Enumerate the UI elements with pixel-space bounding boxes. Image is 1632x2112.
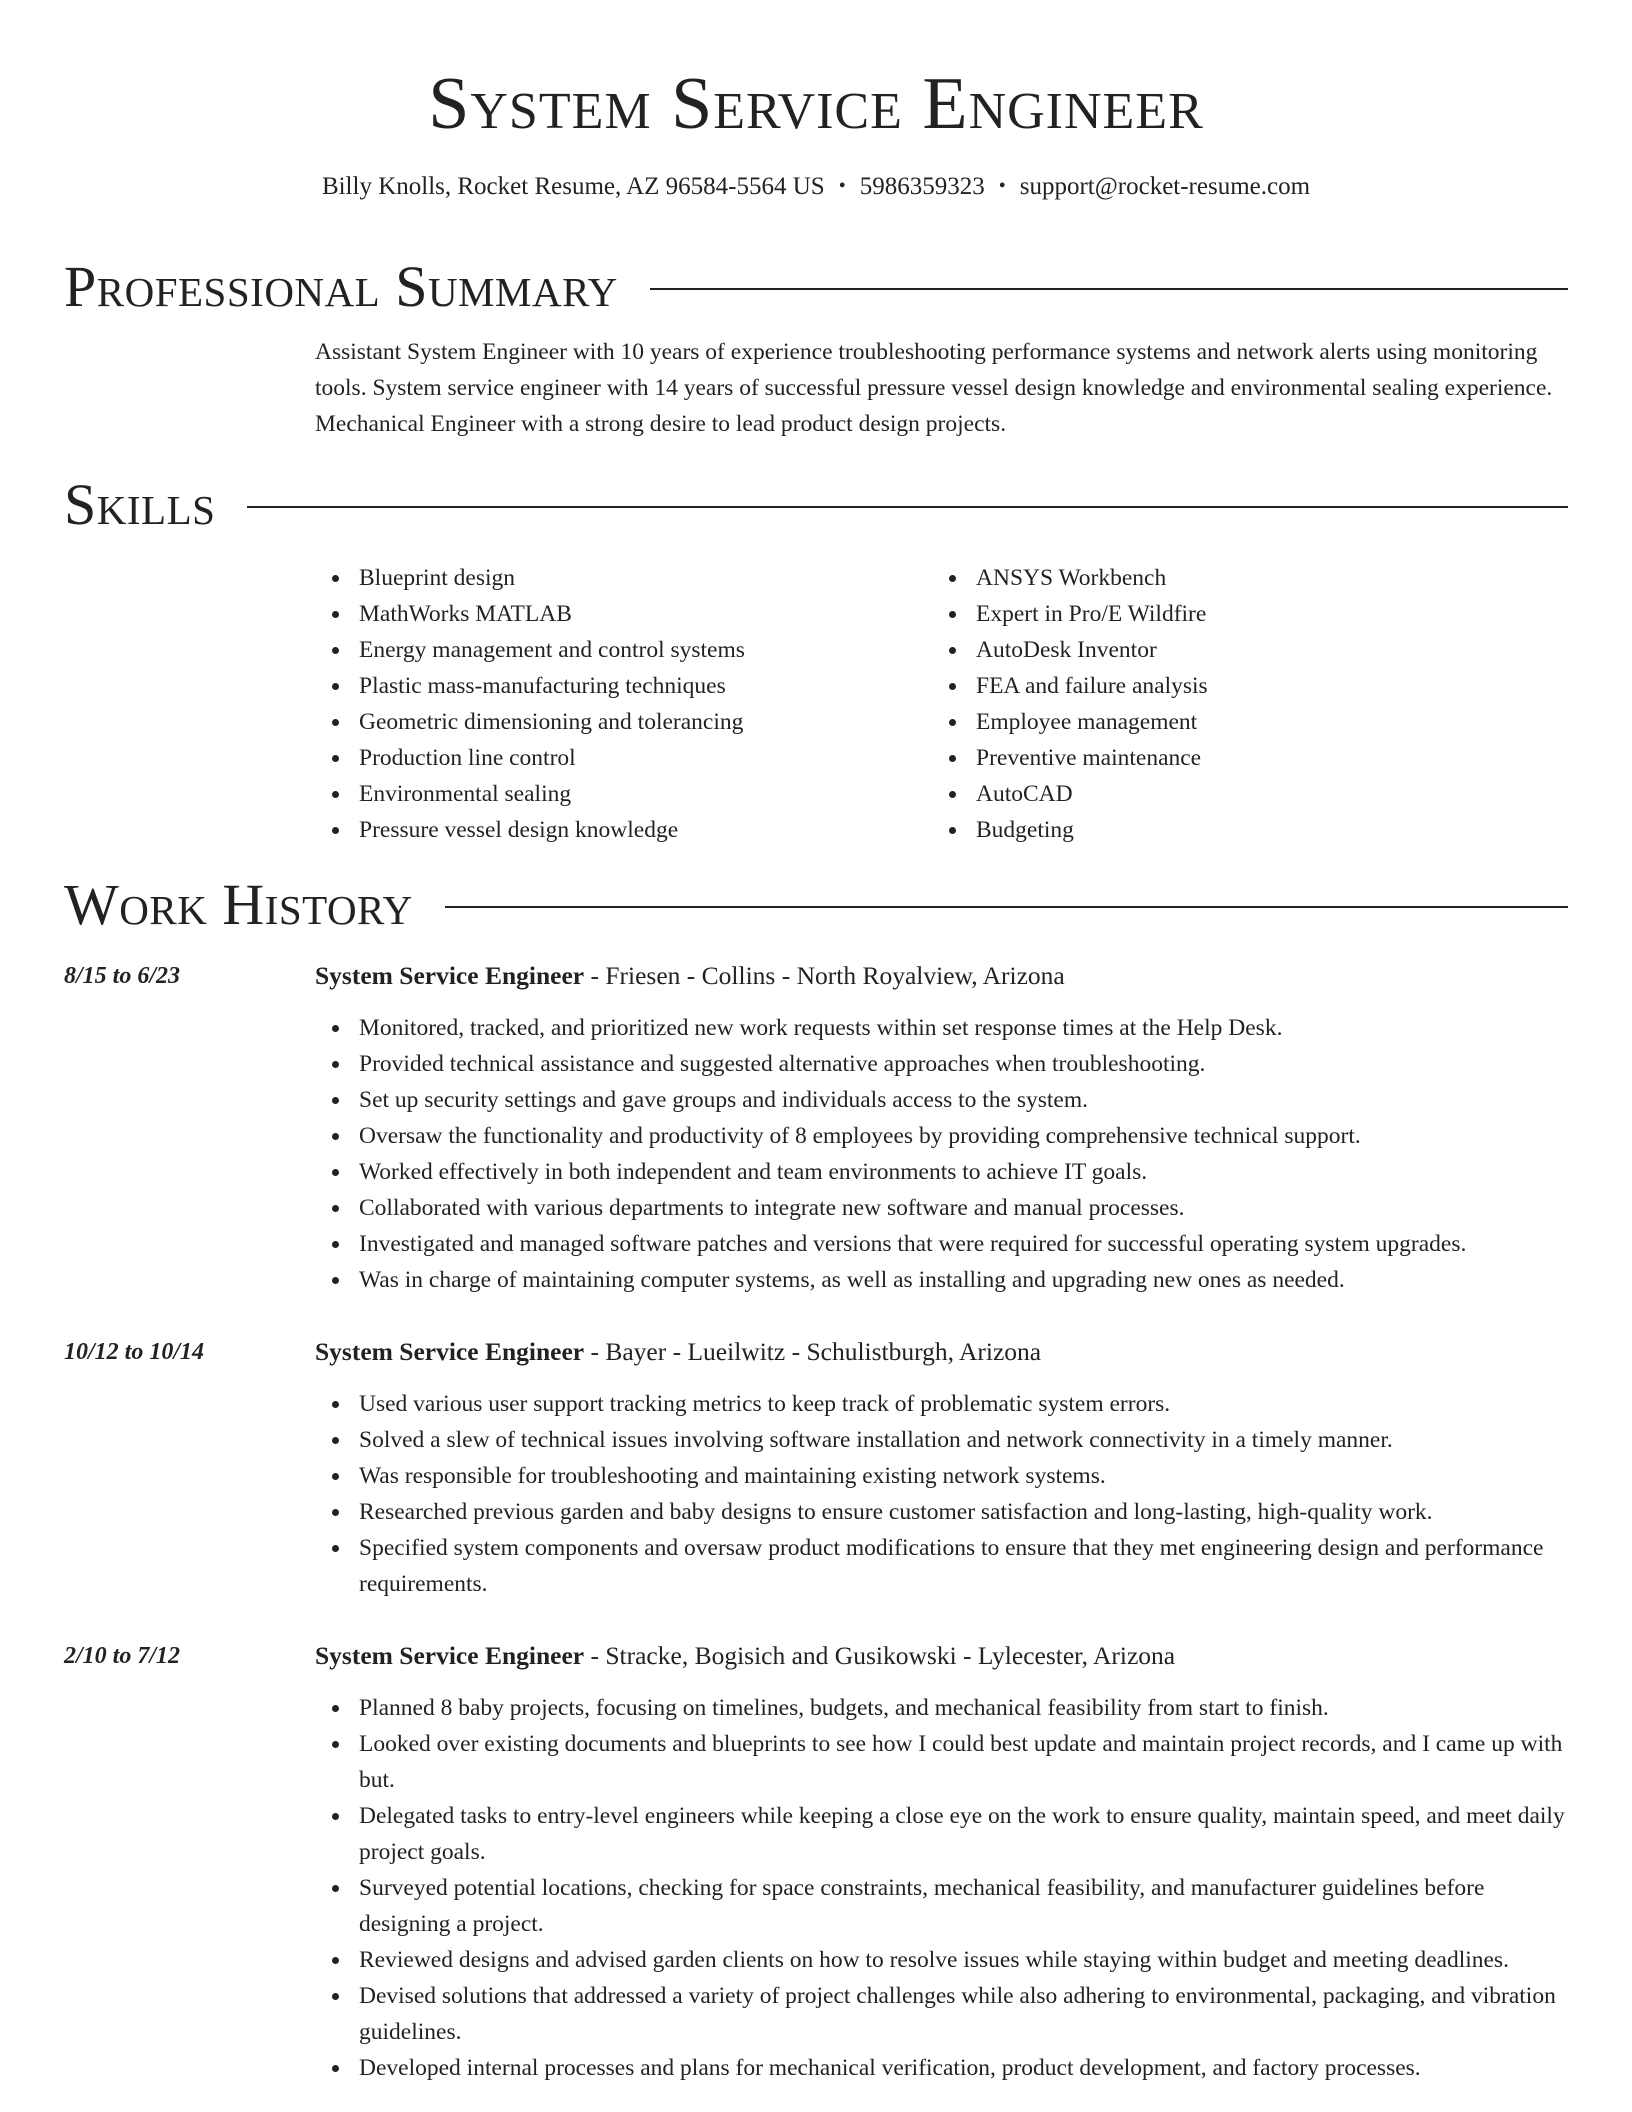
list-item: Worked effectively in both independent and team environments to achieve IT goals. bbox=[315, 1154, 1568, 1190]
work-heading: Work History bbox=[64, 872, 413, 937]
list-item: Was responsible for troubleshooting and maintaining existing network systems. bbox=[315, 1458, 1568, 1494]
skills-section bbox=[64, 470, 1568, 848]
summary-heading: Professional Summary bbox=[64, 254, 618, 319]
job-company: - Stracke, Bogisich and Gusikowski - Lylecester, Arizona bbox=[584, 1641, 1176, 1670]
section-divider bbox=[247, 506, 1568, 508]
list-item: AutoCAD bbox=[932, 776, 1549, 812]
list-item: Monitored, tracked, and prioritized new work requests within set response times at the Help Desk. bbox=[315, 1010, 1568, 1046]
list-item: Surveyed potential locations, checking for space constraints, mechanical feasibility, and manufacturer guidelines before designing a project. bbox=[315, 1870, 1568, 1942]
list-item: Employee management bbox=[932, 704, 1549, 740]
job-bullets bbox=[315, 1386, 1568, 1602]
section-divider bbox=[445, 906, 1568, 908]
job-company: - Bayer - Lueilwitz - Schulistburgh, Arizona bbox=[584, 1337, 1042, 1366]
list-item: Energy management and control systems bbox=[315, 632, 932, 668]
page-title: System Service Engineer bbox=[428, 63, 1204, 145]
job-role: System Service Engineer bbox=[315, 1337, 585, 1366]
list-item: Pressure vessel design knowledge bbox=[315, 812, 932, 848]
list-item: Blueprint design bbox=[315, 560, 932, 596]
job-bullets bbox=[315, 1010, 1568, 1298]
list-item: Reviewed designs and advised garden clients on how to resolve issues while staying within budget and meeting deadlines. bbox=[315, 1942, 1568, 1978]
skills-heading: Skills bbox=[64, 472, 216, 537]
list-item: Geometric dimensioning and tolerancing bbox=[315, 704, 932, 740]
list-item: MathWorks MATLAB bbox=[315, 596, 932, 632]
list-item: Production line control bbox=[315, 740, 932, 776]
work-history-section bbox=[64, 870, 1568, 940]
skills-list-left bbox=[315, 560, 932, 848]
job-heading bbox=[315, 958, 1568, 994]
list-item: Provided technical assistance and suggested alternative approaches when troubleshooting. bbox=[315, 1046, 1568, 1082]
job-bullets bbox=[315, 1690, 1568, 2086]
list-item: FEA and failure analysis bbox=[932, 668, 1549, 704]
contact-address: Billy Knolls, Rocket Resume, AZ 96584-5564 US bbox=[321, 173, 825, 200]
summary-heading-row bbox=[64, 252, 1568, 322]
job-entry-3 bbox=[64, 1638, 1568, 2086]
work-heading-row bbox=[64, 870, 1568, 940]
list-item: Used various user support tracking metrics to keep track of problematic system errors. bbox=[315, 1386, 1568, 1422]
list-item: Oversaw the functionality and productivity of 8 employees by providing comprehensive technical support. bbox=[315, 1118, 1568, 1154]
list-item: Delegated tasks to entry-level engineers while keeping a close eye on the work to ensure quality, maintain speed, and meet daily project goals. bbox=[315, 1798, 1568, 1870]
job-dates: 10/12 to 10/14 bbox=[64, 1339, 205, 1365]
list-item: AutoDesk Inventor bbox=[932, 632, 1549, 668]
job-entry-2 bbox=[64, 1334, 1568, 1602]
list-item: Budgeting bbox=[932, 812, 1549, 848]
job-dates: 8/15 to 6/23 bbox=[64, 963, 181, 989]
list-item: ANSYS Workbench bbox=[932, 560, 1549, 596]
bullet-separator: • bbox=[998, 175, 1006, 197]
list-item: Set up security settings and gave groups and individuals access to the system. bbox=[315, 1082, 1568, 1118]
bullet-separator: • bbox=[838, 175, 846, 197]
skills-list-right bbox=[932, 560, 1549, 848]
list-item: Expert in Pro/E Wildfire bbox=[932, 596, 1549, 632]
job-body bbox=[315, 1638, 1568, 2086]
list-item: Environmental sealing bbox=[315, 776, 932, 812]
job-dates: 2/10 to 7/12 bbox=[64, 1643, 181, 1669]
skills-columns bbox=[315, 560, 1568, 848]
list-item: Planned 8 baby projects, focusing on timelines, budgets, and mechanical feasibility from start to finish. bbox=[315, 1690, 1568, 1726]
skills-heading-row bbox=[64, 470, 1568, 540]
list-item: Looked over existing documents and blueprints to see how I could best update and maintain project records, and I came up with but. bbox=[315, 1726, 1568, 1798]
job-role: System Service Engineer bbox=[315, 1641, 585, 1670]
list-item: Preventive maintenance bbox=[932, 740, 1549, 776]
resume-page bbox=[64, 0, 1568, 2081]
contact-line bbox=[64, 170, 1568, 205]
list-item: Researched previous garden and baby designs to ensure customer satisfaction and long-lasting, high-quality work. bbox=[315, 1494, 1568, 1530]
job-company: - Friesen - Collins - North Royalview, Arizona bbox=[584, 961, 1065, 990]
job-role: System Service Engineer bbox=[315, 961, 585, 990]
contact-email: support@rocket-resume.com bbox=[1019, 173, 1311, 200]
summary-section bbox=[64, 252, 1568, 442]
list-item: Specified system components and oversaw product modifications to ensure that they met engineering design and performance requirements. bbox=[315, 1530, 1568, 1602]
list-item: Collaborated with various departments to integrate new software and manual processes. bbox=[315, 1190, 1568, 1226]
list-item: Developed internal processes and plans for mechanical verification, product development, and factory processes. bbox=[315, 2050, 1568, 2086]
job-entry-1 bbox=[64, 958, 1568, 1298]
job-heading bbox=[315, 1638, 1568, 1674]
section-divider bbox=[650, 288, 1568, 290]
job-heading bbox=[315, 1334, 1568, 1370]
summary-text: Assistant System Engineer with 10 years of experience troubleshooting performance systems and network alerts using monitoring tools. System service engineer with 14 years of successful pressure vessel design knowledge and environmental sealing experience. Mechanical Engineer with a strong desire to lead product design projects. bbox=[315, 339, 1553, 437]
job-body bbox=[315, 958, 1568, 1298]
job-body bbox=[315, 1334, 1568, 1602]
list-item: Plastic mass-manufacturing techniques bbox=[315, 668, 932, 704]
list-item: Devised solutions that addressed a variety of project challenges while also adhering to environmental, packaging, and vibration guidelines. bbox=[315, 1978, 1568, 2050]
list-item: Investigated and managed software patches and versions that were required for successful operating system upgrades. bbox=[315, 1226, 1568, 1262]
list-item: Was in charge of maintaining computer systems, as well as installing and upgrading new ones as needed. bbox=[315, 1262, 1568, 1298]
list-item: Solved a slew of technical issues involving software installation and network connectivity in a timely manner. bbox=[315, 1422, 1568, 1458]
contact-phone: 5986359323 bbox=[859, 173, 985, 200]
